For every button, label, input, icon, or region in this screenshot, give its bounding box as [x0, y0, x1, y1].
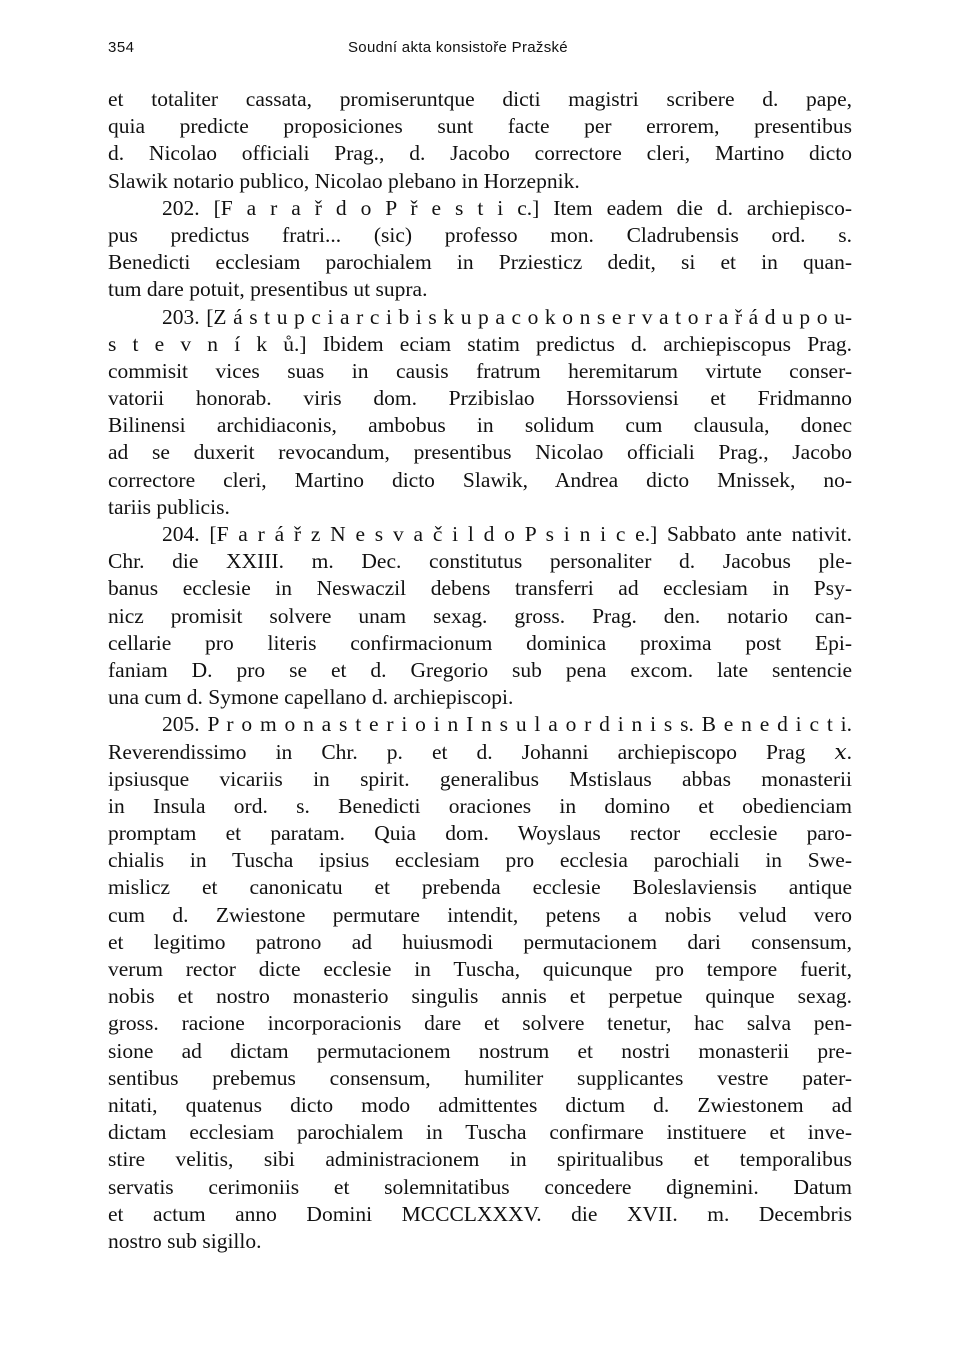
document-body [108, 86, 852, 1255]
text-line: cum d. Zwiestone permutare intendit, petens a nobis velud vero [108, 902, 852, 927]
text-line: promptam et paratam. Quia dom. Woyslaus rector ecclesie paro- [108, 821, 852, 846]
text-line: stire velitis, sibi administracionem in spiritualibus et temporalibus [108, 1147, 852, 1172]
page-number: 354 [108, 39, 135, 56]
text-line: cellarie pro literis confirmacionum dominica proxima post Epi- [108, 630, 852, 655]
running-header [108, 36, 852, 60]
text-line: tum dare potuit, presentibus ut supra. [108, 277, 428, 302]
text-line: et actum anno Domini MCCCLXXXV. die XVII. m. Decembris [108, 1201, 852, 1226]
text-line: d. Nicolao officiali Prag., d. Jacobo correctore cleri, Martino dicto [108, 141, 852, 166]
text-line: 203. [Z á s t u p c i a r c i b i s k u p a c o k o n s e r v a t o r a ř á d u p o u- [162, 304, 852, 329]
text-line: dictam ecclesiam parochialem in Tuscha confirmare instituere et inve- [108, 1120, 852, 1145]
text-line: et totaliter cassata, promiseruntque dicti magistri scribere d. pape, [108, 87, 852, 111]
text-line: s t e v n í k ů.] Ibidem eciam statim predictus d. archiepiscopus Prag. [108, 331, 852, 356]
text-line: vatorii honorab. viris dom. Przibislao Horssoviensi et Fridmanno [108, 386, 852, 411]
text-line: quia predicte proposiciones sunt facte per errorem, presentibus [108, 114, 852, 139]
text-line: mislicz et canonicatu et prebenda ecclesie Boleslaviensis antique [108, 875, 852, 900]
text-line: Bilinensi archidiaconis, ambobus in solidum cum clausula, donec [108, 413, 852, 438]
text-line: ad se duxerit revocandum, presentibus Nicolao officiali Prag., Jacobo [108, 440, 852, 465]
text-line: verum rector dicte ecclesie in Tuscha, quicunque pro tempore fuerit, [108, 957, 852, 981]
text-line: nostro sub sigillo. [108, 1228, 262, 1253]
text-line: faniam D. pro se et d. Gregorio sub pena excom. late sentencie [108, 657, 852, 682]
text-line: pus predictus fratri... (sic) professo mon. Cladrubensis ord. s. [108, 222, 852, 247]
text-line: 204. [F a r á ř z N e s v a č i l d o P s i n i c e.] Sabbato ante nativit. [162, 522, 852, 546]
text-line: banus ecclesie in Neswaczil debens transferri ad ecclesiam in Psy- [108, 576, 852, 601]
text-line: una cum d. Symone capellano d. archiepiscopi. [108, 685, 514, 710]
text-line: chialis in Tuscha ipsius ecclesiam pro ecclesia parochiali in Swe- [108, 848, 852, 873]
text-line: Chr. die XXIII. m. Dec. constitutus personaliter d. Jacobus ple- [108, 549, 852, 574]
text-line: commisit vices suas in causis fratrum heremitarum virtute conser- [108, 358, 852, 383]
text-line: ipsiusque vicariis in spirit. generalibus Mstislaus abbas monasterii [108, 766, 852, 791]
text-line: nobis et nostro monasterio singulis annis et perpetue quinque sexag. [108, 984, 852, 1009]
text-line: nitati, quatenus dicto modo admittentes dictum d. Zwiestonem ad [108, 1092, 852, 1117]
text-line: servatis cerimoniis et solemnitatibus concedere dignemini. Datum [108, 1174, 852, 1199]
text-line: tariis publicis. [108, 494, 230, 519]
text-line: Benedicti ecclesiam parochialem in Prziesticz dedit, si et in quan- [108, 250, 852, 275]
text-line: et legitimo patrono ad huiusmodi permutacionem dari consensum, [108, 929, 852, 954]
text-line: correctore cleri, Martino dicto Slawik, Andrea dicto Mnissek, no- [108, 467, 852, 492]
text-line: 202. [F a r a ř d o P ř e s t i c.] Item eadem die d. archiepisco- [162, 195, 852, 220]
running-title: Soudní akta konsistoře Pražské [348, 39, 568, 56]
text-line: sentibus prebemus consensum, humiliter supplicantes vestre pater- [108, 1065, 852, 1090]
text-line: sione ad dictam permutacionem nostrum et nostri monasterii pre- [108, 1038, 852, 1063]
text-line: in Insula ord. s. Benedicti oraciones in domino et obedienciam [108, 793, 852, 818]
text-line: gross. racione incorporacionis dare et solvere tenetur, hac salva pen- [108, 1011, 852, 1036]
text-line: nicz promisit solvere unam sexag. gross. Prag. den. notario can- [108, 603, 852, 628]
text-line: Slawik notario publico, Nicolao plebano in Horzepnik. [108, 168, 580, 193]
text-line: Reverendissimo in Chr. p. et d. Johanni archiepiscopo Prag 𝑥. [108, 739, 852, 764]
text-line: 205. P r o m o n a s t e r i o i n I n s u l a o r d i n i s s. B e n e d i c t i. [162, 712, 852, 737]
